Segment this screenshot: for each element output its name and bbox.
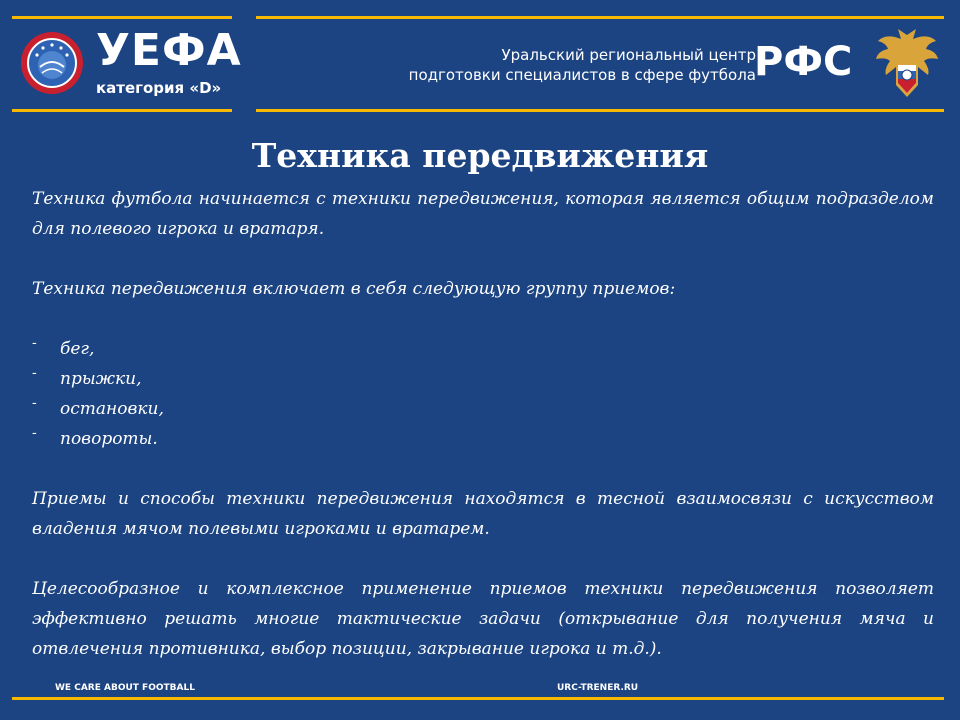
movement-list — [32, 334, 934, 454]
list-item-text: прыжки, — [60, 369, 142, 389]
list-item — [32, 364, 934, 394]
rfs-eagle-emblem-icon — [874, 25, 940, 105]
center-line-2: подготовки специалистов в сфере футбола — [408, 66, 756, 84]
uefa-header — [12, 16, 242, 112]
rfs-name: РФС — [754, 39, 853, 85]
uefa-badge-icon — [20, 31, 84, 95]
bullet-marker: - — [32, 425, 37, 441]
list-item-text: бег, — [60, 339, 95, 359]
regional-center-name — [409, 45, 756, 85]
footer-slogan: WE CARE ABOUT FOOTBALL — [55, 683, 195, 693]
uefa-name: УЕФА — [96, 25, 242, 76]
list-item-text: остановки, — [60, 399, 164, 419]
center-line-1: Уральский региональный центр — [501, 46, 756, 64]
paragraph-tactics: Целесообразное и комплексное применение приемов техники передвижения позволяет эффективно решать многие тактические задачи (открывание для получения мяча и отвлечения противника, выбор позиции, закрывание игрока и т.д.). — [32, 579, 934, 659]
paragraph-intro: Техника футбола начинается с техники передвижения, которая является общим подразделом для полевого игрока и вратаря. — [32, 189, 934, 239]
slide-content — [32, 184, 934, 664]
list-item — [32, 334, 934, 364]
page-title: Техника передвижения — [251, 136, 709, 175]
paragraph-group: Техника передвижения включает в себя следующую группу приемов: — [32, 279, 676, 299]
list-item — [32, 394, 934, 424]
footer-website-link[interactable]: URC-TRENER.RU — [557, 683, 639, 693]
bullet-marker: - — [32, 335, 37, 351]
paragraph-relation: Приемы и способы техники передвижения находятся в тесной взаимосвязи с искусством владения мячом полевыми игроками и вратарем. — [32, 489, 934, 539]
list-item — [32, 424, 934, 454]
bullet-marker: - — [32, 365, 37, 381]
list-item-text: повороты. — [60, 429, 158, 449]
footer-divider — [12, 697, 944, 700]
uefa-category: категория «D» — [96, 79, 222, 97]
bullet-marker: - — [32, 395, 37, 411]
rfs-header — [256, 16, 944, 112]
